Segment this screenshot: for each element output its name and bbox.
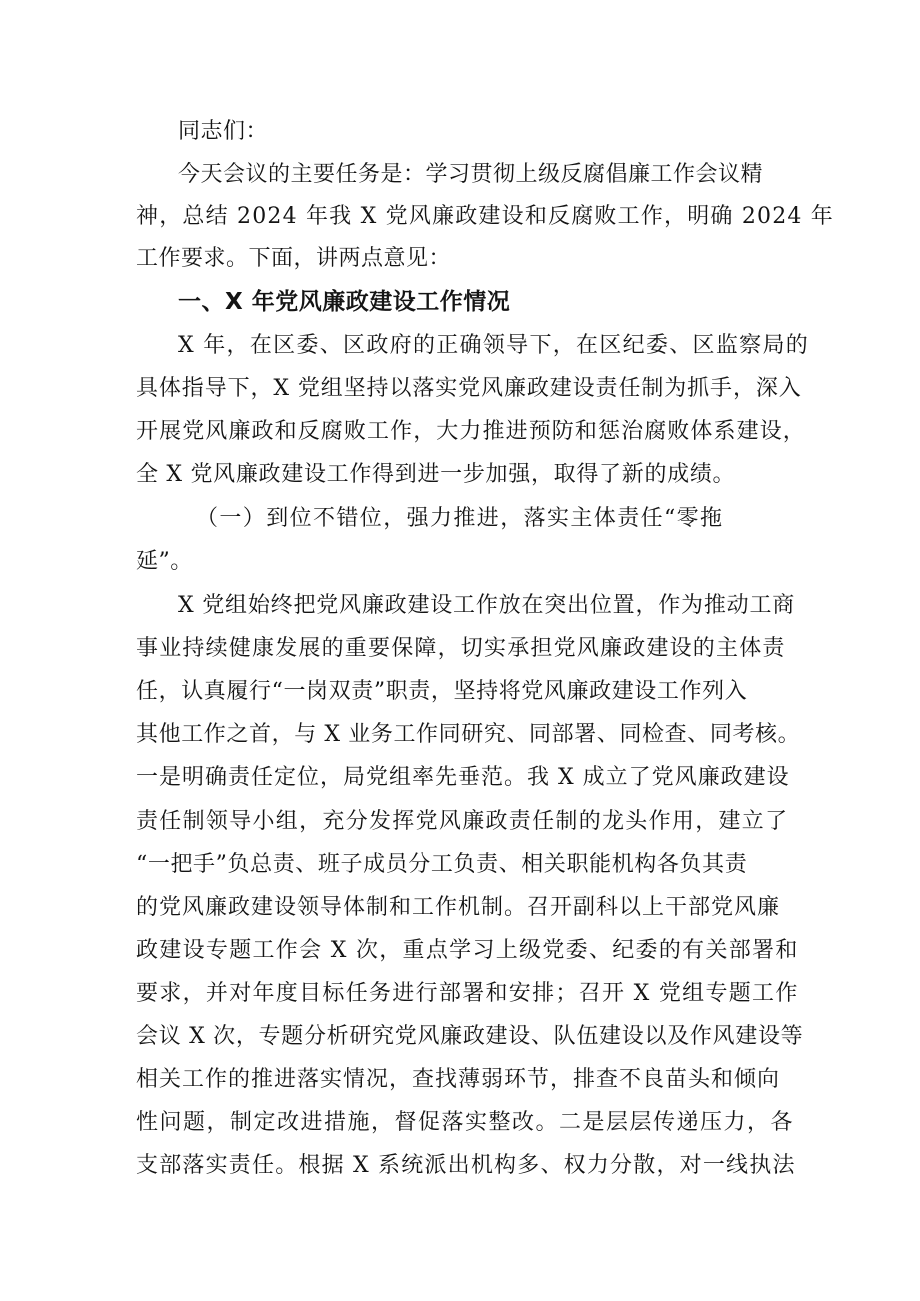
body-text-line: 政建设专题工作会 X 次，重点学习上级党委、纪委的有关部署和 — [136, 938, 799, 963]
body-text-line: 支部落实责任。根据 X 系统派出机构多、权力分散，对一线执法 — [136, 1153, 796, 1178]
body-text-line: 性问题，制定改进措施，督促落实整改。二是层层传递压力，各 — [136, 1110, 795, 1135]
body-text-line: 会议 X 次，专题分析研究党风廉政建设、队伍建设以及作风建设等 — [136, 1024, 804, 1049]
body-text-line: 要求，并对年度目标任务进行部署和安排；召开 X 党组专题工作 — [136, 981, 799, 1006]
subsection-heading-continued: 延”。 — [136, 549, 193, 574]
body-text-line: X 年，在区委、区政府的正确领导下，在区纪委、区监察局的 — [178, 333, 810, 358]
body-text-line: 今天会议的主要任务是：学习贯彻上级反腐倡廉工作会议精 — [178, 162, 764, 187]
body-text-line: 相关工作的推进落实情况，查找薄弱环节，排查不良苗头和倾向 — [136, 1067, 781, 1092]
body-text-line: 开展党风廉政和反腐败工作，大力推进预防和惩治腐败体系建设， — [136, 419, 806, 444]
body-text-line: 责任制领导小组，充分发挥党风廉政责任制的龙头作用，建立了 — [136, 809, 789, 834]
body-text-line: 事业持续健康发展的重要保障，切实承担党风廉政建设的主体责 — [136, 636, 786, 661]
body-text-line: 一是明确责任定位，局党组率先垂范。我 X 成立了党风廉政建设 — [136, 765, 790, 790]
body-text-line: 工作要求。下面，讲两点意见： — [136, 246, 452, 271]
body-text-line: 具体指导下，X 党组坚持以落实党风廉政建设责任制为抓手，深入 — [136, 376, 802, 401]
body-text-line: 其他工作之首，与 X 业务工作同研究、同部署、同检查、同考核。 — [136, 722, 801, 747]
body-text-line: 全 X 党风廉政建设工作得到进一步加强，取得了新的成绩。 — [136, 462, 736, 487]
subsection-heading: （一）到位不错位，强力推进，落实主体责任“零拖 — [196, 506, 724, 531]
body-text-line: X 党组始终把党风廉政建设工作放在突出位置，作为推动工商 — [178, 593, 796, 618]
body-text-line: 的党风廉政建设领导体制和工作机制。召开副科以上干部党风廉 — [136, 895, 781, 920]
body-text-line: 任，认真履行“一岗双责”职责，坚持将党风廉政建设工作列入 — [136, 679, 748, 704]
body-text-line: 神，总结 2024 年我 X 党风廉政建设和反腐败工作，明确 2024 年 — [136, 204, 834, 229]
salutation: 同志们： — [178, 119, 269, 144]
section-heading: 一、X 年党风廉政建设工作情况 — [178, 289, 511, 315]
body-text-line: “一把手”负总责、班子成员分工负责、相关职能机构各负其责 — [136, 852, 748, 877]
